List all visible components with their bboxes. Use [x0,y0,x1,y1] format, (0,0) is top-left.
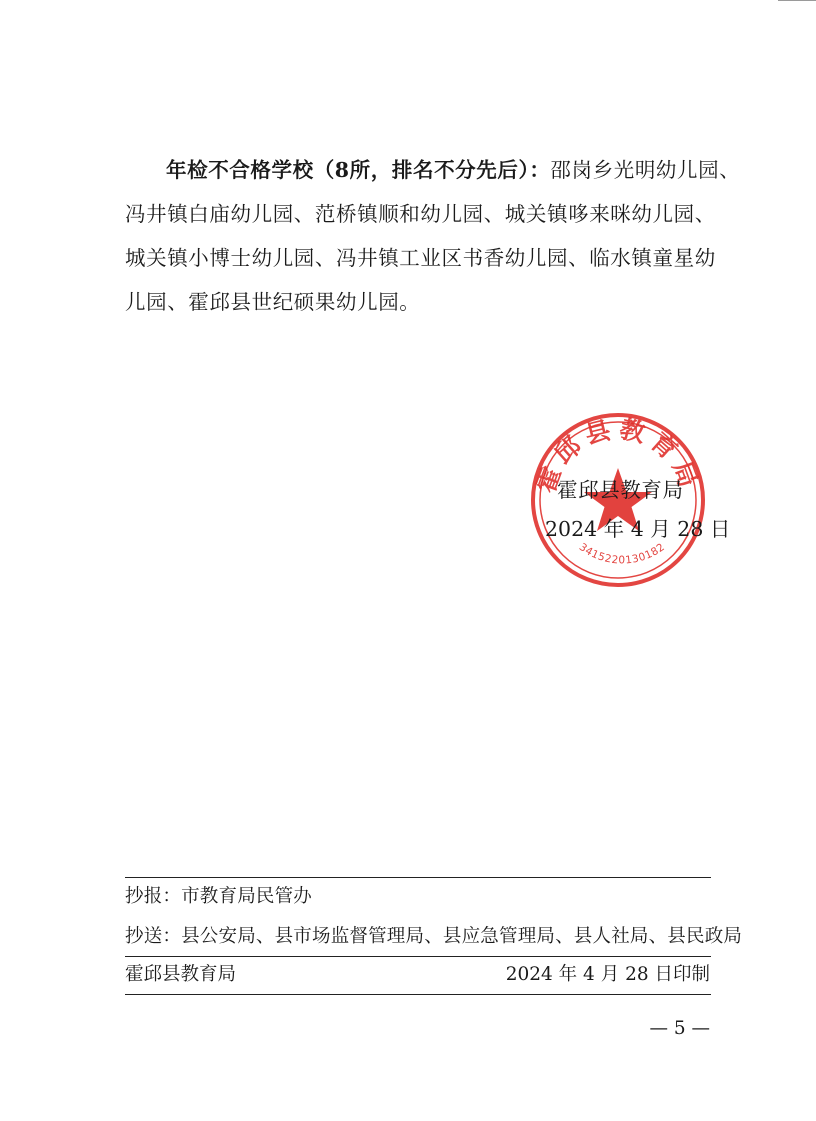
body-paragraph [125,148,741,324]
report-to-line: 抄报：市教育局民管办 [125,886,313,907]
seal-org-text: 霍邱县教育局 [531,413,705,497]
footer-rule-middle [125,956,711,957]
body-line-2: 冯井镇白庙幼儿园、范桥镇顺和幼儿园、城关镇哆来咪幼儿园、 [125,202,716,226]
scan-edge-line [778,0,816,5]
print-date: 2024 年 4 月 28 日印制 [505,964,710,985]
printer-org: 霍邱县教育局 [125,964,237,985]
seal-number-text: 3415220130182 [576,541,668,567]
copy-to-line: 抄送：县公安局、县市场监督管理局、县应急管理局、县人社局、县民政局 [125,926,743,947]
body-lead: 年检不合格学校（8所，排名不分先后）： [166,158,551,182]
body-line-1 [125,148,741,192]
body-line-4: 儿园、霍邱县世纪硕果幼儿园。 [125,290,421,314]
footer-rule-top [125,877,711,878]
body-line-3: 城关镇小博士幼儿园、冯井镇工业区书香幼儿园、临水镇童星幼 [125,246,716,270]
footer-rule-bottom [125,994,711,995]
body-line-1-rest: 邵岗乡光明幼儿园、 [550,158,741,182]
page-number: — 5 — [649,1018,710,1039]
signature-date: 2024 年 4 月 28 日 [545,517,731,541]
signature-org: 霍邱县教育局 [557,478,684,502]
